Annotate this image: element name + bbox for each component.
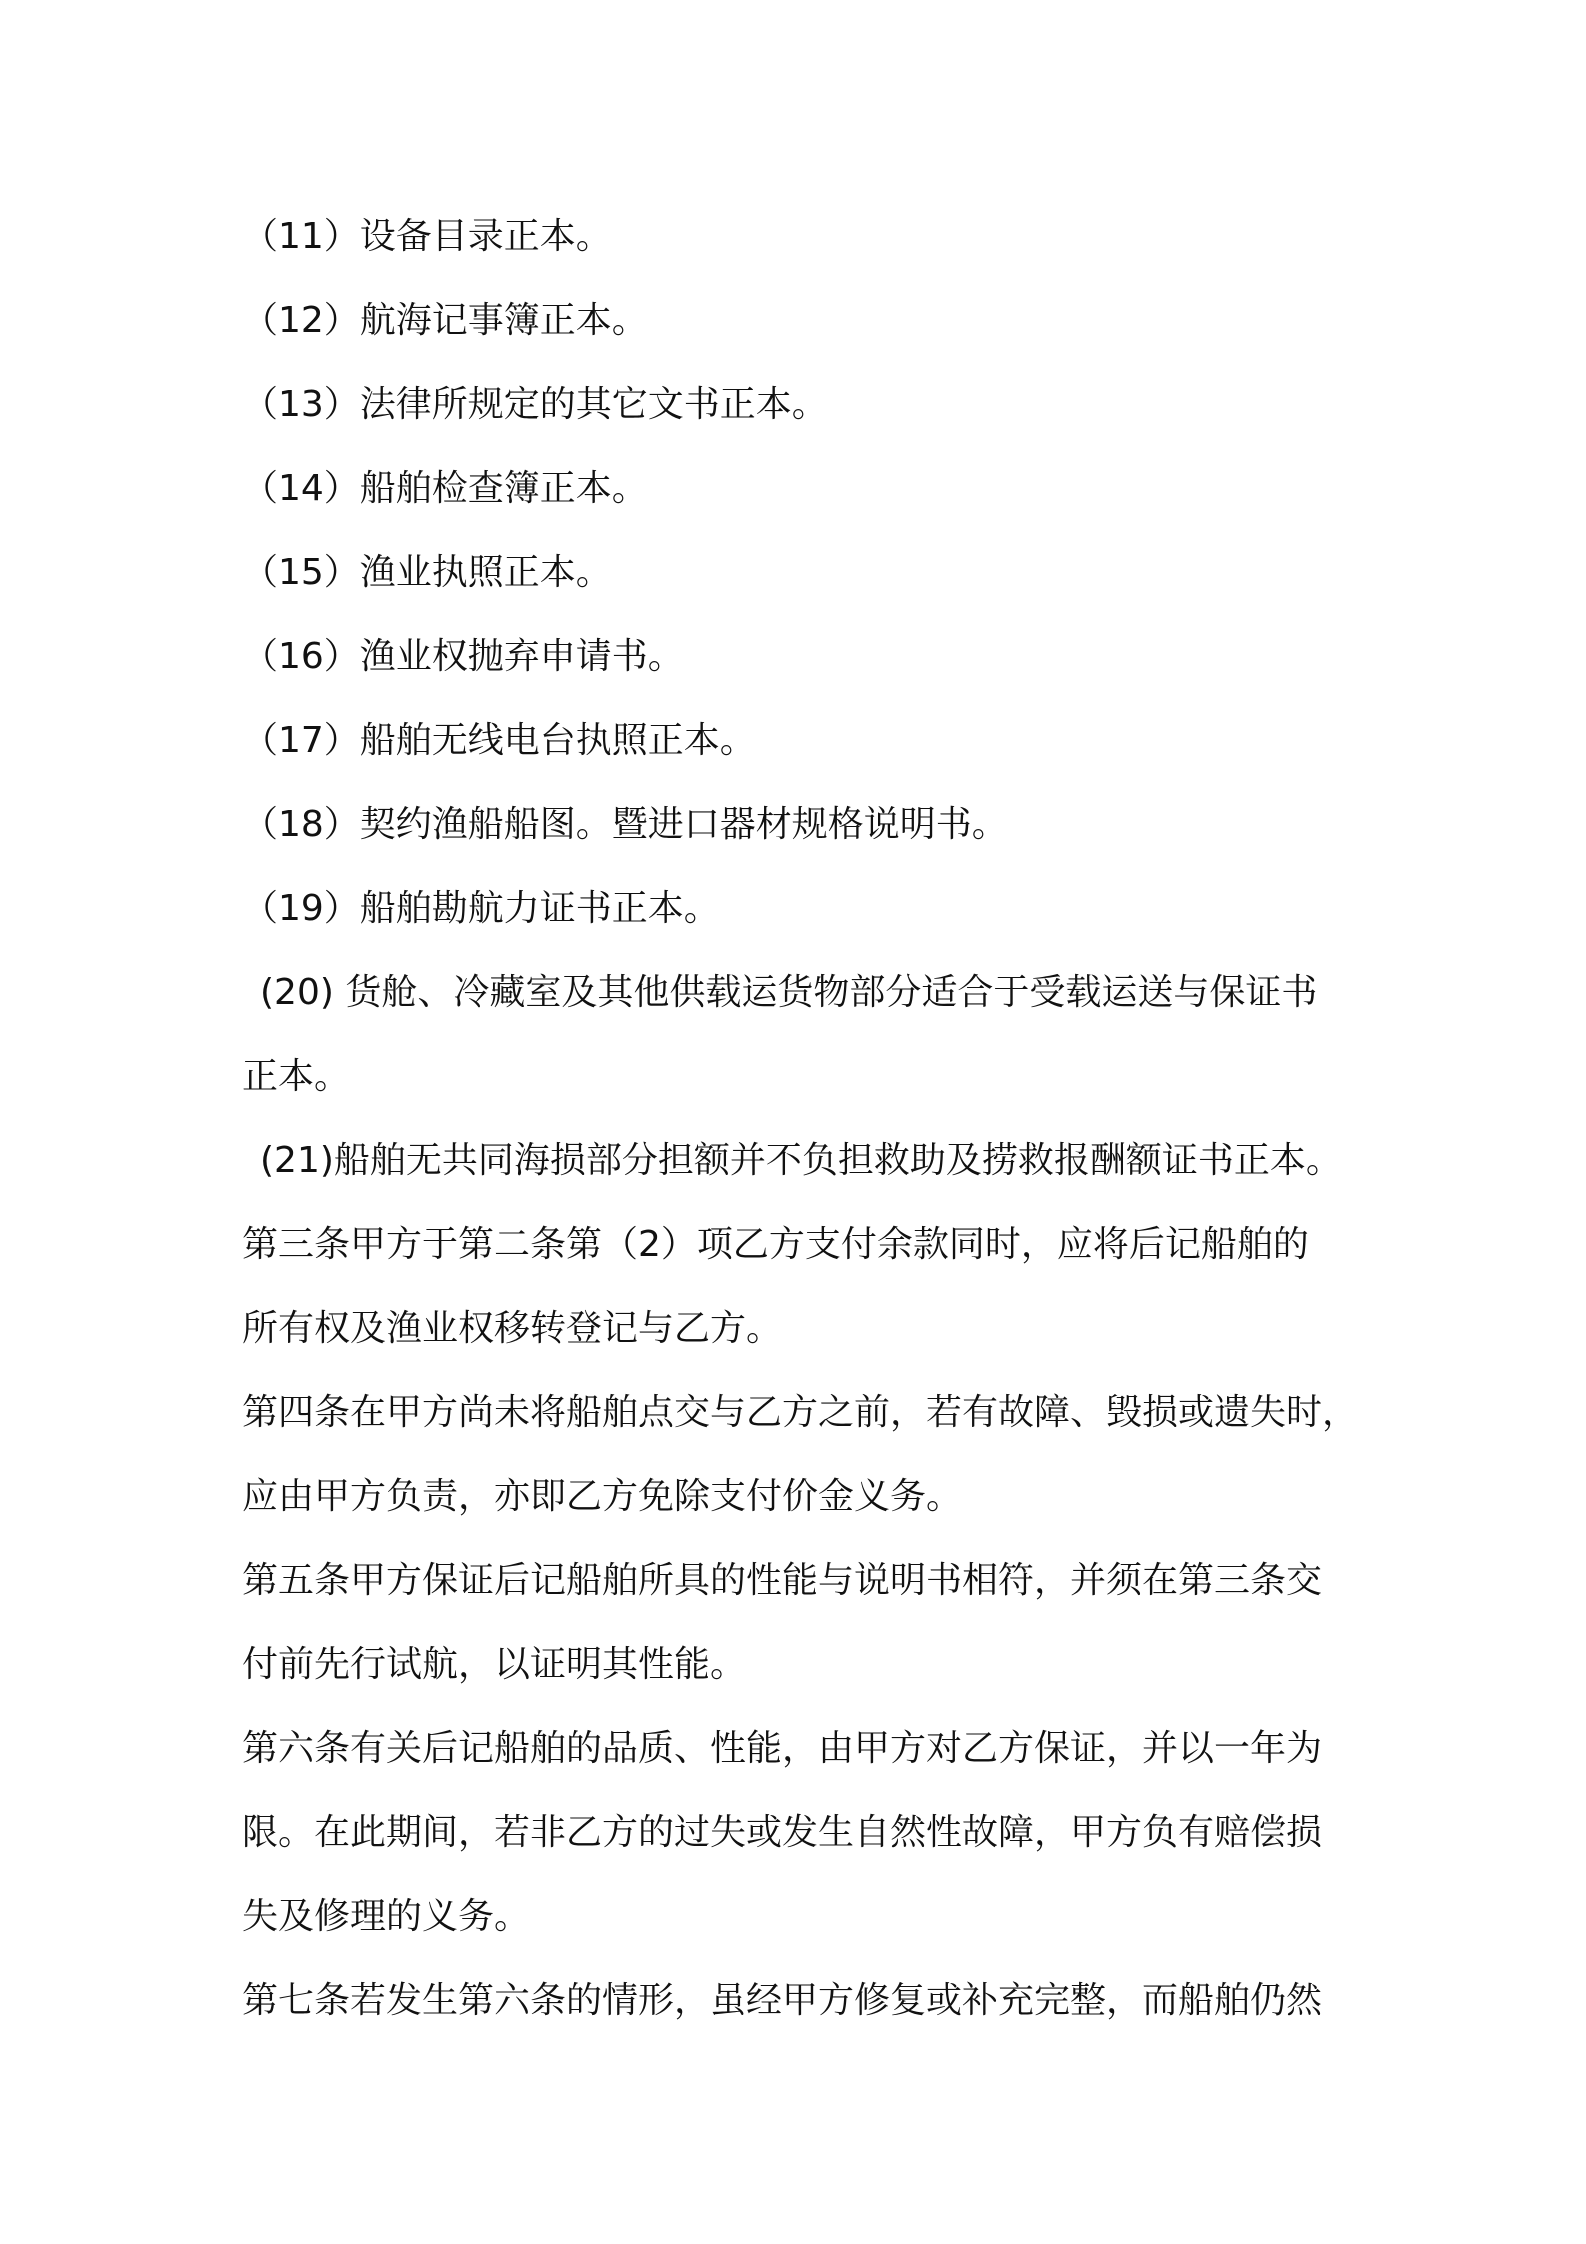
article-6-line-3: 失及修理的义务。 (242, 1896, 531, 1937)
article-6-line-1: 第六条有关后记船舶的品质、性能，由甲方对乙方保证，并以一年为 (242, 1728, 1323, 1769)
text-line-item-14: （14）船舶检查簿正本。 (242, 468, 648, 509)
text-line-item-20-cont: 正本。 (242, 1056, 351, 1097)
text-line-item-18: （18）契约渔船船图。暨进口器材规格说明书。 (242, 804, 1008, 845)
article-3-line-1: 第三条甲方于第二条第（2）项乙方支付余款同时，应将后记船舶的 (242, 1224, 1309, 1265)
text-line-item-16: （16）渔业权抛弃申请书。 (242, 636, 684, 677)
text-line-item-13: （13）法律所规定的其它文书正本。 (242, 384, 828, 425)
text-line-item-15: （15）渔业执照正本。 (242, 552, 612, 593)
article-5-line-2: 付前先行试航，以证明其性能。 (242, 1644, 747, 1685)
document-body (242, 195, 1362, 2043)
article-7-line-1: 第七条若发生第六条的情形，虽经甲方修复或补充完整，而船舶仍然 (242, 1980, 1323, 2021)
text-line-item-11: （11）设备目录正本。 (242, 216, 612, 257)
text-line-item-21: (21)船舶无共同海损部分担额并不负担救助及捞救报酬额证书正本。 (260, 1140, 1342, 1181)
article-4-line-2: 应由甲方负责，亦即乙方免除支付价金义务。 (242, 1476, 963, 1517)
article-3-line-2: 所有权及渔业权移转登记与乙方。 (242, 1308, 783, 1349)
article-6-line-2: 限。在此期间，若非乙方的过失或发生自然性故障，甲方负有赔偿损 (242, 1812, 1323, 1853)
text-line-item-19: （19）船舶勘航力证书正本。 (242, 888, 720, 929)
text-line-item-12: （12）航海记事簿正本。 (242, 300, 648, 341)
article-5-line-1: 第五条甲方保证后记船舶所具的性能与说明书相符，并须在第三条交 (242, 1560, 1323, 1601)
article-4-line-1: 第四条在甲方尚未将船舶点交与乙方之前，若有故障、毁损或遗失时， (242, 1392, 1359, 1433)
text-line-item-20: (20) 货舱、冷藏室及其他供载运货物部分适合于受载运送与保证书 (260, 972, 1318, 1013)
text-line-item-17: （17）船舶无线电台执照正本。 (242, 720, 756, 761)
